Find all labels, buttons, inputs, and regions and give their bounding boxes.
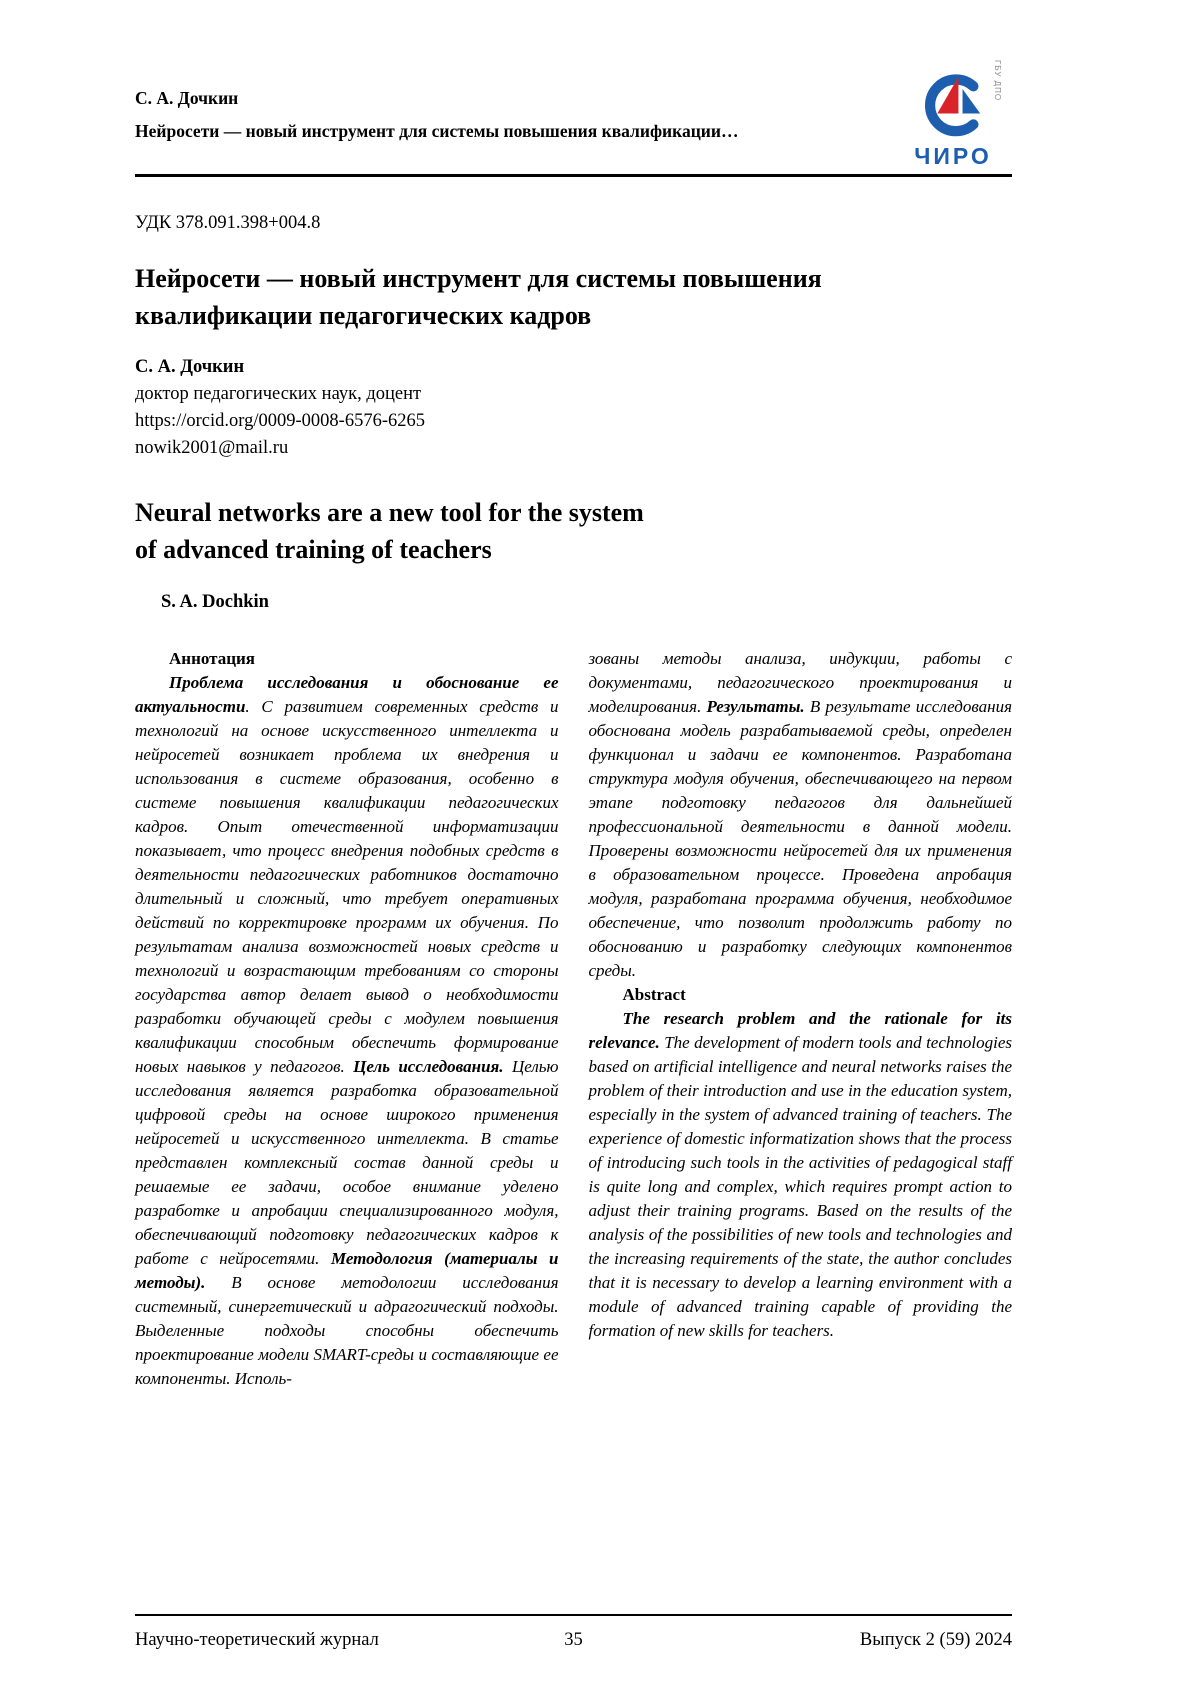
author-name-en: S. A. Dochkin [161,592,269,612]
annotation-text-left: Проблема исследования и обоснование ее актуальности. С развитием современных средств и технологий на основе искусственного интеллекта и нейросетей возникает проблема их внедрения и использования в системе образования, особенно в системе повышения квалификации педагогических кадров. Опыт отечественной информатизации показывает, что процесс внедрения подобных средств в деятельности педагогических работников достаточно длительный и сложный, что требует оперативных действий по корректировке программ их обучения. По результатам анализа возможностей новых средств и технологий и возрастающим требованиям со стороны государства автор делает вывод о необходимости разработки обучающей среды с модулем повышения квалификации способным обеспечить формирование новых навыков у педагогов. Цель исследования. Целью исследования является разработка образовательной цифровой среды на основе широкого применения нейросетей и искусственного интеллекта. В статье представлен комплексный состав данной среды и решаемые ее задачи, особое внимание уделено разработке и апробации специализированного модуля, обеспечивающий подготовку педагогических кадров к работе с нейросетями. Методология (материалы и методы). В основе методологии исследования системный, синергетический и адрагогический подходы. Выделенные подходы способны обеспечить проектирование модели SMART-среды и составляющие ее компоненты. Исполь- [135,673,559,1388]
article-title-en: Neural networks are a new tool for the system of advanced training of teachers [135,498,644,564]
header-divider [135,174,1012,177]
page-footer [135,1614,1012,1651]
udc-code: УДК 378.091.398+004.8 [135,213,321,233]
column-right [589,647,1013,1391]
journal-logo [898,59,1012,170]
abstract-heading: Abstract [622,985,686,1004]
running-head-author: С. А. Дочкин [135,88,239,108]
author-degree: доктор педагогических наук, доцент [135,384,422,404]
author-block [135,354,1012,462]
running-head-title: Нейросети — новый инструмент для системы повышения квалификации… [135,121,739,141]
running-head [135,70,738,148]
annotation-heading: Аннотация [169,649,255,668]
page-header [135,0,1012,170]
author-orcid: https://orcid.org/0009-0008-6576-6265 [135,411,425,431]
annotation-text-right: зованы методы анализа, индукции, работы с документами, педагогического проектирования и моделирования. Результаты. В результате исследования обоснована модель разрабатываемой среды, определен функционал и задачи ее компонентов. Разработана структура модуля обучения, обеспечивающего на первом этапе подготовку педагогов для дальнейшей профессиональной деятельности в данной модели. Проверены возможности нейросетей для их применения в образовательном процессе. Проведена апробация модуля, разработана программа обучения, необходимое обеспечение, что позволит продолжить работу по обоснованию и разработку следующих компонентов среды. [588,649,1012,980]
article-title-ru: Нейросети — новый инструмент для системы повышения квалификации педагогических кадров [135,264,822,330]
column-left [135,647,559,1391]
abstract-columns [135,647,1012,1391]
abstract-text: The research problem and the rationale for its relevance. The development of modern tools and technologies based on artificial intelligence and neural networks raises the problem of their introduction and use in the education system, especially in the system of advanced training of teachers. The experience of domestic informatization shows that the process of introducing such tools in the activities of pedagogical staff is quite long and complex, which requires prompt action to adjust their training programs. Based on the results of the analysis of the possibilities of new tools and technologies and the increasing requirements of the state, the author concludes that it is necessary to develop a learning environment with a module of advanced training capable of providing the formation of new skills for teachers. [588,1009,1012,1340]
logo-emblem-icon [918,70,988,138]
logo-small-text: ГБУ ДПО [992,59,1002,102]
author-name-ru: С. А. Дочкин [135,357,245,377]
footer-journal-name: Научно-теоретический журнал [135,1630,379,1650]
footer-issue: Выпуск 2 (59) 2024 [859,1630,1012,1650]
logo-text: ЧИРО [914,143,992,169]
footer-divider [135,1614,1012,1616]
author-email: nowik2001@mail.ru [135,438,289,458]
footer-page-number: 35 [564,1630,583,1650]
